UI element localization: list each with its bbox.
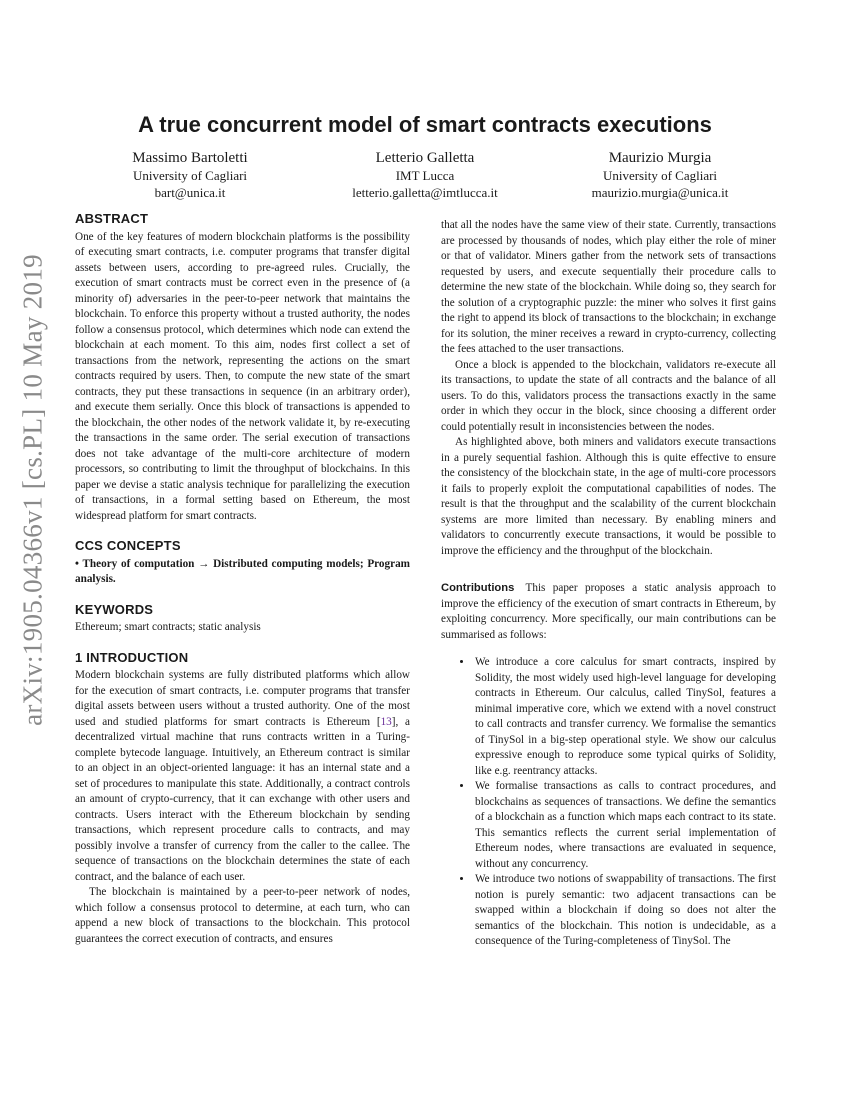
ccs-text: • Theory of computation → Distributed computing models; Program analysis. xyxy=(75,557,410,585)
list-item: • We formalise transactions as calls to contract procedures, and blockchains as sequences of transactions. We define the semantics of a blockchain as a function which maps each contract to its state. This semantics reflects the current serial implementation of Ethereum nodes, where transactions are evaluated in sequence, without any concurrency. xyxy=(473,779,776,872)
author-3 xyxy=(545,149,775,201)
abstract-text: One of the key features of modern blockchain platforms is the possibility of executing smart contracts, i.e. computer programs that transfer digital assets between users, according to pre-agreed rules. Crucially, the execution of smart contracts must be correct even in the presence of (a minority of) adversaries in the peer-to-peer network that maintains the blockchain. To enforce this property without a trusted authority, the nodes follow a consensus protocol, which determines which node can extend the blockchain at each moment. To this aim, nodes first collect a set of transactions from the network, representing the actions on the smart contracts required by users. Then, to compute the new state of the smart contracts, they put these transactions in sequence (in an arbitrary order), and execute them serially. Once this block of transactions is appended to the blockchain, the other nodes of the network validate it, by re-executing the transactions in the same order. The serial execution of transactions does not take advantage of the multi-core architecture of modern processors, so contributing to limit the throughput of blockchains. In this paper we devise a static analysis technique for parallelizing the execution of transactions, in a formal setting based on Ethereum, the most widespread platform for smart contracts. xyxy=(75,230,410,522)
contributions-text: This paper proposes a static analysis approach to improve the efficiency of the execution of smart contracts in Ethereum, by exploiting concurrency. More specifically, our main contributions can be summarised as follows: xyxy=(441,582,776,641)
list-item: • We introduce two notions of swappability of transactions. The first notion is purely semantic: two adjacent transactions can be swapped within a blockchain if doing so does not alter the semantics of the blockchain. This notion is undecidable, as a consequence of the Turing-completeness of TinySol. The xyxy=(473,872,776,950)
author-1 xyxy=(75,149,305,201)
citation-link[interactable]: 13 xyxy=(380,715,392,728)
intro-heading: 1 INTRODUCTION xyxy=(75,649,189,665)
contributions-list xyxy=(441,655,776,950)
arxiv-identifier xyxy=(12,254,54,726)
right-paragraph-2: Once a block is appended to the blockchain, validators re-execute all its transactions, to update the state of all contracts and the balance of all users. To do this, validators process the transactions exactly in the same order in which they occur in the block, since choosing a different order could potentially result in inconsistencies between the nodes. xyxy=(441,358,776,433)
author-email: bart@unica.it xyxy=(154,185,226,200)
keywords-text: Ethereum; smart contracts; static analysis xyxy=(75,621,261,633)
intro-text-b: ], a decentralized virtual machine that runs contracts written in a Turing-complete bytecode language. Intuitively, an Ethereum contract is similar to an object in an object-oriented language: it has an internal state and a set of procedures to manipulate this state. Additionally, a contract controls an amount of crypto-currency, that it can exchange with other users and contracts. Users interact with the Ethereum blockchain by sending transactions, which represent procedure calls to contracts, and may possibly involve a transfer of currency from the caller to the callee. The sequence of transactions on the blockchain determines the state of each contract, and the balance of each user. xyxy=(75,715,410,883)
contributions-paragraph xyxy=(441,581,776,643)
author-2 xyxy=(310,149,540,201)
list-item: • We introduce a core calculus for smart contracts, inspired by Solidity, the most widely used high-level language for developing contracts in Ethereum. Our calculus, called TinySol, features a minimal imperative core, which we extend with a novel construct to call contracts and transfer currency. We formalise the semantics of TinySol in a big-step operational style. We show our calculus expressive enough to reproduce some typical quirks of Solidity, like e.g. reentrancy attacks. xyxy=(473,655,776,779)
author-name: Massimo Bartoletti xyxy=(132,150,248,166)
author-affiliation: IMT Lucca xyxy=(395,168,455,183)
intro-text-a: Modern blockchain systems are fully distributed platforms which allow for the execution of smart contracts, i.e. computer programs that transfer digital assets between users without a trusted authority. One of the most used and studied platforms for smart contracts is Ethereum [ xyxy=(75,669,410,728)
author-affiliation: University of Cagliari xyxy=(602,168,718,183)
abstract-heading: ABSTRACT xyxy=(75,211,149,226)
intro-paragraph-1 xyxy=(75,668,410,885)
author-email: letterio.galletta@imtlucca.it xyxy=(352,185,498,200)
intro-paragraph-2: The blockchain is maintained by a peer-to-peer network of nodes, which follow a consensus protocol to determine, at each turn, who can append a new block of transactions to the blockchain. This protocol guarantees the correct execution of contracts, and ensures xyxy=(75,886,410,945)
author-affiliation: University of Cagliari xyxy=(132,168,248,183)
ccs-heading: CCS CONCEPTS xyxy=(75,538,181,553)
author-block xyxy=(75,149,775,201)
author-email: maurizio.murgia@unica.it xyxy=(591,185,729,200)
author-name: Maurizio Murgia xyxy=(608,150,712,166)
keywords-heading: KEYWORDS xyxy=(75,601,154,617)
author-name: Letterio Galletta xyxy=(375,150,475,166)
contributions-label: Contributions xyxy=(441,582,515,594)
right-column xyxy=(441,218,776,950)
arxiv-identifier-text: arXiv:1905.04366v1 [cs.PL] 10 May 2019 xyxy=(17,254,48,726)
right-paragraph-3: As highlighted above, both miners and validators execute transactions in a purely sequential fashion. Although this is quite effective to ensure the consistency of the blockchain state, in the age of multi-core processors it fails to properly exploit the computational capabilities of nodes. The result is that the throughput and the scalability of the current blockchain systems are more limited than necessary. By enabling miners and validators to concurrently execute transactions, it would be possible to improve the efficiency and the throughput of the blockchain. xyxy=(441,436,776,557)
paper-title: A true concurrent model of smart contracts executions xyxy=(138,112,712,137)
right-paragraph-1: that all the nodes have the same view of their state. Currently, transactions are processed by thousands of nodes, which play either the role of miner or that of validator. Miners gather from the network sets of transactions requested by users, and execute sequentially their procedure calls to determine the new state of the blockchain. While doing so, they search for the solution of a cryptographic puzzle: the miner who solves it first gains the right to append its block of transactions to the blockchain; in exchange for its solution, the miner receives a reward in crypto-currency, collecting the fees attached to the user transactions. xyxy=(441,219,776,355)
left-column xyxy=(75,211,410,947)
